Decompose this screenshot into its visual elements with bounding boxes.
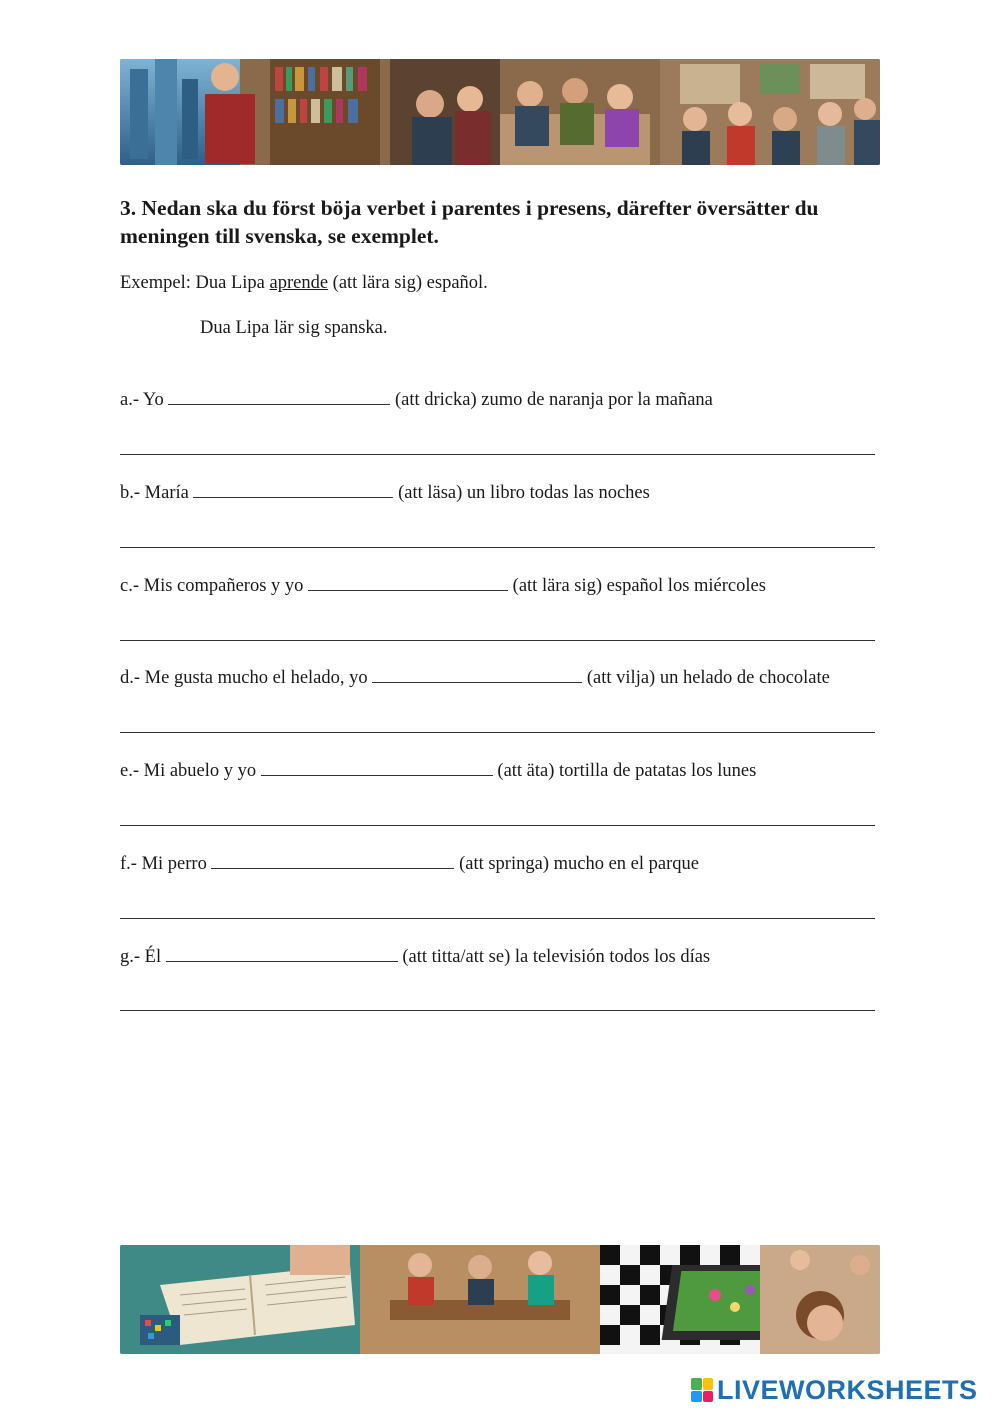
verb-blank-e[interactable] xyxy=(261,757,493,776)
verb-blank-f[interactable] xyxy=(211,850,454,869)
exercise-start: g.- Él xyxy=(120,947,162,967)
exercise-start: b.- María xyxy=(120,483,189,503)
example-sentence xyxy=(120,271,488,295)
exercise-b xyxy=(120,479,650,505)
exercise-d xyxy=(120,664,830,690)
top-banner-image xyxy=(120,59,880,165)
liveworksheets-mark-icon xyxy=(691,1378,713,1402)
exercise-start: a.- Yo xyxy=(120,390,164,410)
exercise-start: f.- Mi perro xyxy=(120,854,207,874)
exercise-end: (att dricka) zumo de naranja por la mañana xyxy=(394,390,713,410)
exercise-end: (att springa) mucho en el parque xyxy=(459,854,699,874)
exercise-start: c.- Mis compañeros y yo xyxy=(120,576,304,596)
example-answer: aprende xyxy=(269,273,329,293)
bottom-banner-image xyxy=(120,1245,880,1354)
translation-line-f[interactable] xyxy=(120,918,875,919)
verb-blank-a[interactable] xyxy=(168,386,390,405)
exercise-end: (att lära sig) español los miércoles xyxy=(512,576,766,596)
exercise-g xyxy=(120,943,710,969)
verb-blank-b[interactable] xyxy=(193,479,393,498)
exercise-end: (att vilja) un helado de chocolate xyxy=(586,668,830,688)
exercise-c xyxy=(120,572,766,598)
liveworksheets-logo xyxy=(691,1376,978,1404)
verb-blank-c[interactable] xyxy=(308,572,508,591)
exercise-end: (att äta) tortilla de patatas los lunes xyxy=(497,761,757,781)
exercise-f xyxy=(120,850,699,876)
translation-line-a[interactable] xyxy=(120,454,875,455)
exercise-start: d.- Me gusta mucho el helado, yo xyxy=(120,668,368,688)
exercise-e xyxy=(120,757,756,783)
exercise-end: (att titta/att se) la televisión todos los días xyxy=(402,947,711,967)
example-prefix: Exempel: Dua Lipa xyxy=(120,273,265,293)
translation-line-e[interactable] xyxy=(120,825,875,826)
translation-line-d[interactable] xyxy=(120,732,875,733)
translation-line-c[interactable] xyxy=(120,640,875,641)
verb-blank-d[interactable] xyxy=(372,664,582,683)
logo-text: LIVEWORKSHEETS xyxy=(717,1374,978,1405)
example-suffix: (att lära sig) español. xyxy=(332,273,488,293)
verb-blank-g[interactable] xyxy=(166,943,398,962)
exercise-title: 3. Nedan ska du först böja verbet i parentes i presens, därefter översätter du meningen till svenska, se exemplet. xyxy=(120,196,819,248)
exercise-start: e.- Mi abuelo y yo xyxy=(120,761,257,781)
example-translation: Dua Lipa lär sig spanska. xyxy=(200,318,388,338)
exercise-end: (att läsa) un libro todas las noches xyxy=(398,483,650,503)
exercise-a xyxy=(120,386,713,412)
translation-line-g[interactable] xyxy=(120,1010,875,1011)
translation-line-b[interactable] xyxy=(120,547,875,548)
